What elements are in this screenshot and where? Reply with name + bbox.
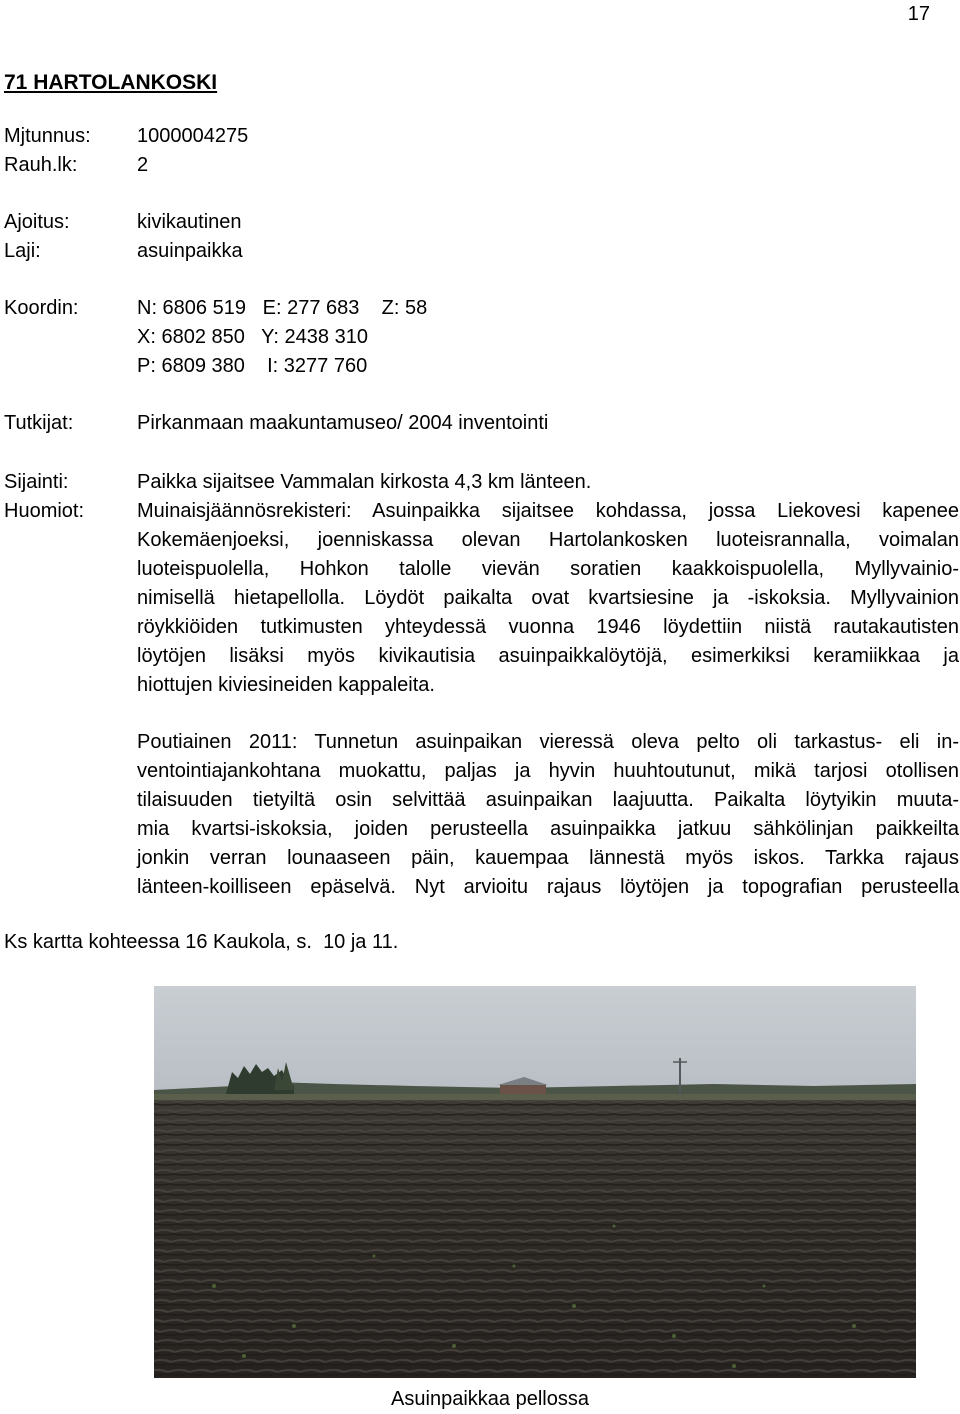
huomiot-label: Huomiot:: [4, 500, 85, 522]
text-line: Muinaisjäännösrekisteri: Asuinpaikka sijaitsee kohdassa, jossa Liekovesi kapenee: [137, 500, 959, 522]
map-reference: Ks kartta kohteessa 16 Kaukola, s. 10 ja 11.: [4, 931, 399, 953]
text-line: luoteispuolella, Hohkon talolle vievän soratien kaakkoispuolella, Myllyvainio-: [137, 558, 959, 580]
koordin-line-2: X: 6802 850 Y: 2438 310: [137, 326, 368, 348]
ajoitus-label: Ajoitus:: [4, 211, 70, 233]
text-line: hiottujen kiviesineiden kappaleita.: [137, 674, 435, 696]
sijainti-label: Sijainti:: [4, 471, 69, 493]
koordin-line-3: P: 6809 380 I: 3277 760: [137, 355, 368, 377]
rauhlk-label: Rauh.lk:: [4, 154, 78, 176]
text-line: jonkin verran lounaaseen päin, kauempaa lännestä myös iskos. Tarkka rajaus: [137, 847, 959, 869]
text-line: länteen-koilliseen epäselvä. Nyt arvioitu rajaus löytöjen ja topografian perusteella: [137, 876, 959, 898]
rauhlk-value: 2: [137, 154, 149, 176]
text-line: löytöjen lisäksi myös kivikautisia asuinpaikkalöytöjä, esimerkiksi keramiikkaa ja: [137, 645, 959, 667]
page-number: 17: [907, 3, 930, 25]
text-line: Poutiainen 2011: Tunnetun asuinpaikan vieressä oleva pelto oli tarkastus- eli in-: [137, 731, 959, 753]
mjtunnus-label: Mjtunnus:: [4, 125, 91, 147]
tutkijat-value: Pirkanmaan maakuntamuseo/ 2004 inventointi: [137, 412, 549, 434]
text-line: mia kvartsi-iskoksia, joiden perusteella asuinpaikka jatkuu sähkölinjan paikkeilta: [137, 818, 959, 840]
ajoitus-value: kivikautinen: [137, 211, 242, 233]
laji-value: asuinpaikka: [137, 240, 243, 262]
laji-label: Laji:: [4, 240, 41, 262]
tutkijat-label: Tutkijat:: [4, 412, 74, 434]
koordin-label: Koordin:: [4, 297, 79, 319]
text-line: tilaisuuden tietyiltä osin selvittää asuinpaikan laajuutta. Paikalta löytyikin muuta-: [137, 789, 959, 811]
text-line: Kokemäenjoeksi, joenniskassa olevan Hartolankosken luoteisrannalla, voimalan: [137, 529, 959, 551]
photo-caption: Asuinpaikkaa pellossa: [391, 1388, 589, 1410]
huomiot-paragraph: [137, 497, 959, 700]
page-title: 71 HARTOLANKOSKI: [4, 71, 218, 94]
text-line: röykkiöiden tutkimusten yhteydessä vuonna 1946 löydettiin niistä rautakautisten: [137, 616, 959, 638]
koordin-line-1: N: 6806 519 E: 277 683 Z: 58: [137, 297, 428, 319]
text-line: nimisellä hietapellolla. Löydöt paikalta ovat kvartsiesine ja -iskoksia. Myllyvainion: [137, 587, 959, 609]
sijainti-value: Paikka sijaitsee Vammalan kirkosta 4,3 km länteen.: [137, 471, 592, 493]
text-line: ventointiajankohtana muokattu, paljas ja hyvin huuhtoutunut, mikä tarjosi otollisen: [137, 760, 959, 782]
field-photo: [154, 986, 916, 1378]
mjtunnus-value: 1000004275: [137, 125, 249, 147]
poutiainen-paragraph: [137, 728, 959, 902]
